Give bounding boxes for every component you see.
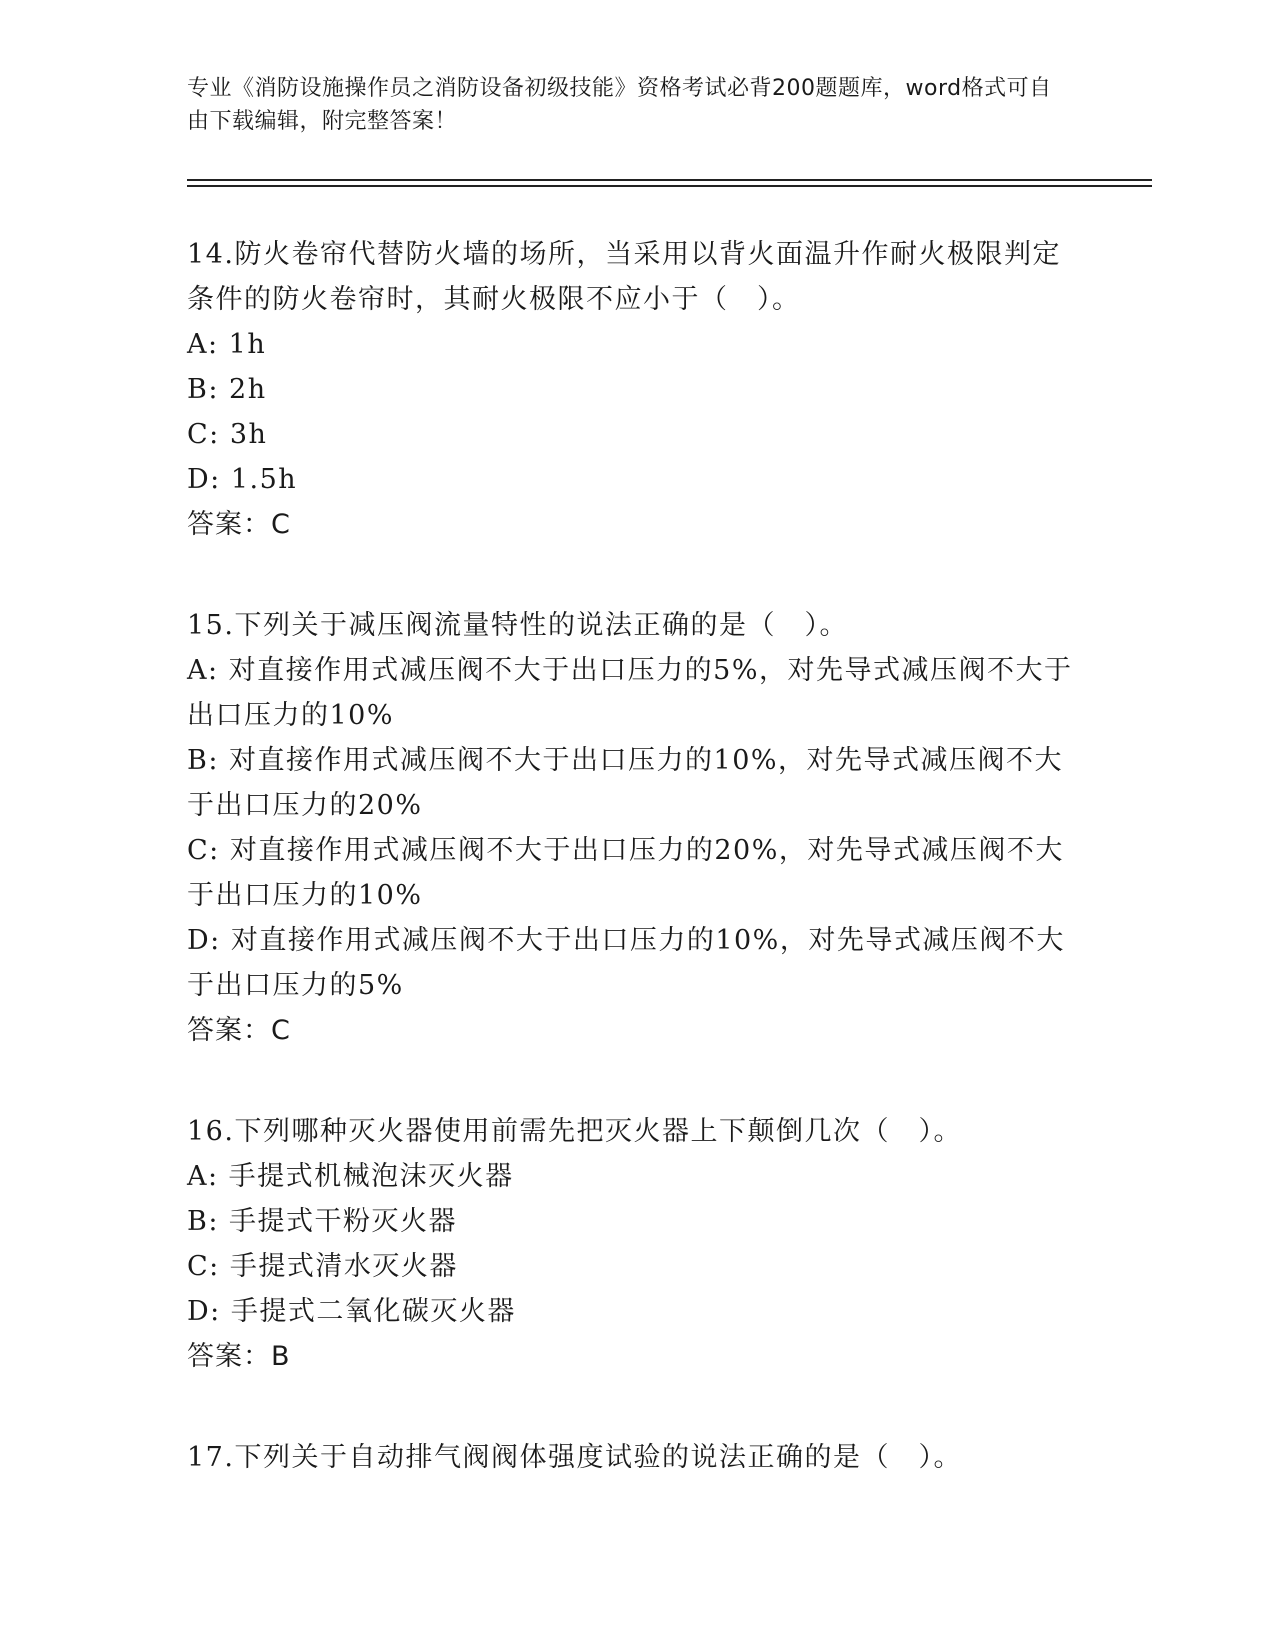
question-text: 14.防火卷帘代替防火墙的场所，当采用以背火面温升作耐火极限判定条件的防火卷帘时，其耐火极限不应小于（ ）。	[187, 239, 1061, 315]
option-c: C: 3h	[187, 419, 268, 450]
question-16	[187, 1109, 1087, 1379]
question-list	[187, 232, 1087, 1480]
question-text: 15.下列关于减压阀流量特性的说法正确的是（ ）。	[187, 610, 848, 641]
document-header: 专业《消防设施操作员之消防设备初级技能》资格考试必背200题题库，word格式可自由下载编辑，附完整答案！	[187, 76, 1052, 134]
option-a: A: 1h	[187, 329, 267, 360]
option-a: A: 对直接作用式减压阀不大于出口压力的5%，对先导式减压阀不大于出口压力的10%	[187, 655, 1073, 731]
option-b: B: 2h	[187, 374, 267, 405]
question-text: 17.下列关于自动排气阀阀体强度试验的说法正确的是（ ）。	[187, 1442, 962, 1473]
option-d: D: 手提式二氧化碳灭火器	[187, 1296, 516, 1327]
question-17	[187, 1435, 1087, 1480]
question-14	[187, 232, 1087, 547]
option-a: A: 手提式机械泡沫灭火器	[187, 1161, 514, 1192]
option-b: B: 对直接作用式减压阀不大于出口压力的10%，对先导式减压阀不大于出口压力的20%	[187, 745, 1064, 821]
option-d: D: 对直接作用式减压阀不大于出口压力的10%，对先导式减压阀不大于出口压力的5%	[187, 925, 1065, 1001]
question-15	[187, 603, 1087, 1053]
option-c: C: 对直接作用式减压阀不大于出口压力的20%，对先导式减压阀不大于出口压力的10%	[187, 835, 1064, 911]
question-spacer	[187, 1053, 1087, 1109]
question-spacer	[187, 547, 1087, 603]
answer-label: 答案：B	[187, 1341, 291, 1372]
question-text: 16.下列哪种灭火器使用前需先把灭火器上下颠倒几次（ ）。	[187, 1116, 962, 1147]
header-divider-top	[187, 179, 1152, 181]
option-d: D: 1.5h	[187, 464, 298, 495]
option-c: C: 手提式清水灭火器	[187, 1251, 458, 1282]
answer-label: 答案：C	[187, 509, 291, 540]
answer-label: 答案：C	[187, 1015, 291, 1046]
question-spacer	[187, 1379, 1087, 1435]
option-b: B: 手提式干粉灭火器	[187, 1206, 458, 1237]
header-divider-bottom	[187, 185, 1152, 187]
